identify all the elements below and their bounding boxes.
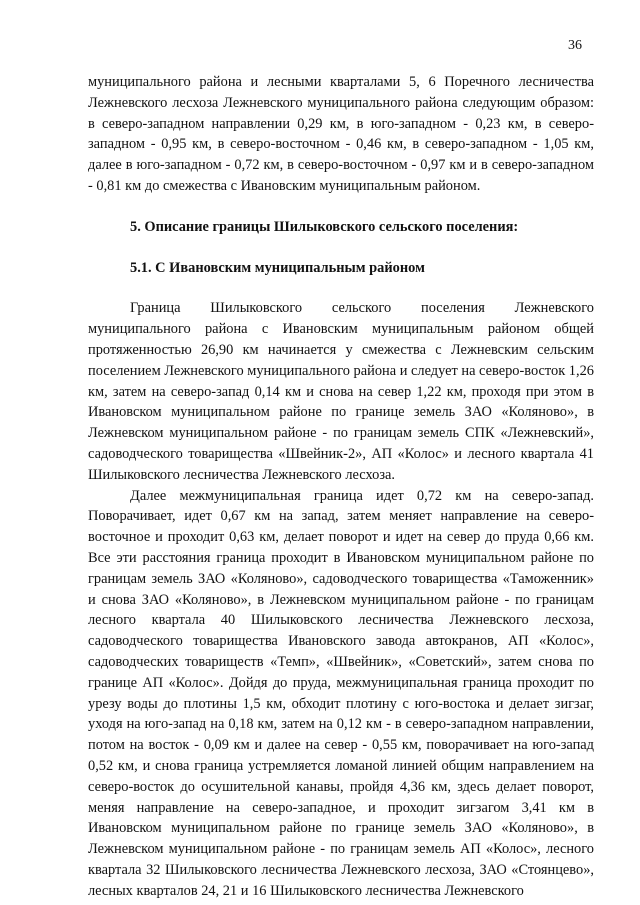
document-body	[88, 72, 594, 901]
spacer	[88, 278, 594, 298]
spacer	[88, 197, 594, 217]
paragraph-intro: муниципального района и лесными кварталами 5, 6 Поречного лесничества Лежневского лесхоза Лежневского муниципального района следующим образом: в северо-западном направлении 0,29 км, в юго-западном - 0,23 км, в северо-западном - 0,95 км, в северо-восточном - 0,46 км, в северо-западном - 1,05 км, далее в юго-западном - 0,72 км, в северо-восточном - 0,97 км и в северо-западном - 0,81 км до смежества с Ивановским муниципальным районом.	[88, 74, 594, 194]
page-number: 36	[568, 38, 582, 53]
subsection-heading: 5.1. С Ивановским муниципальным районом	[130, 259, 425, 276]
section-heading: 5. Описание границы Шилыковского сельского поселения:	[130, 218, 519, 235]
paragraph-2: Далее межмуниципальная граница идет 0,72 км на северо-запад. Поворачивает, идет 0,67 км на запад, затем меняет направление на северо-восточное и проходит 0,63 км, делает поворот и идет на север до пруда 0,66 км. Все эти расстояния граница проходит в Ивановском муниципальном районе по границам земель ЗАО «Коляново», садоводческого товарищества «Таможенник» и снова ЗАО «Коляново», в Лежневском муниципальном районе - по границам лесного квартала 40 Шилыковского лесничества Лежневского лесхоза, садоводческого товарищества Ивановского завода автокранов, АП «Колос», садоводческих товариществ «Темп», «Швейник», «Советский», затем снова по границе АП «Колос». Дойдя до пруда, межмуниципальная граница проходит по урезу воды до плотины 1,5 км, обходит плотину с юго-востока и делает зигзаг, уходя на юго-запад на 0,18 км, затем на 0,12 км - в северо-западном направлении, потом на восток - 0,09 км и далее на север - 0,55 км, поворачивает на юго-запад 0,52 км, и снова граница устремляется ломаной линией общим направлением на северо-восток до осушительной канавы, пройдя 4,36 км, здесь делает поворот, меняя направление на северо-западное, и проходит зигзагом 3,41 км в Ивановском муниципальном районе по границе земель ЗАО «Коляново», в Лежневском муниципальном районе - по границам земель АП «Колос», лесного квартала 32 Шилыковского лесничества Лежневского лесхоза, ЗАО «Стоянцево», лесных кварталов 24, 21 и 16 Шилыковского лесничества Лежневского	[88, 487, 594, 899]
spacer	[88, 238, 594, 258]
paragraph-1: Граница Шилыковского сельского поселения Лежневского муниципального района с Ивановским муниципальным районом общей протяженностью 26,90 км начинается у смежества с Лежневским сельским поселением Лежневского муниципального района и следует на северо-восток 1,26 км, затем на северо-запад 0,14 км и снова на север 1,22 км, проходя при этом в Ивановском муниципальном районе по границе земель ЗАО «Коляново», в Лежневском муниципальном районе - по границам земель СПК «Лежневский», садоводческого товарищества «Швейник-2», АП «Колос» и лесного квартала 41 Шилыковского лесничества Лежневского лесхоза.	[88, 300, 594, 483]
